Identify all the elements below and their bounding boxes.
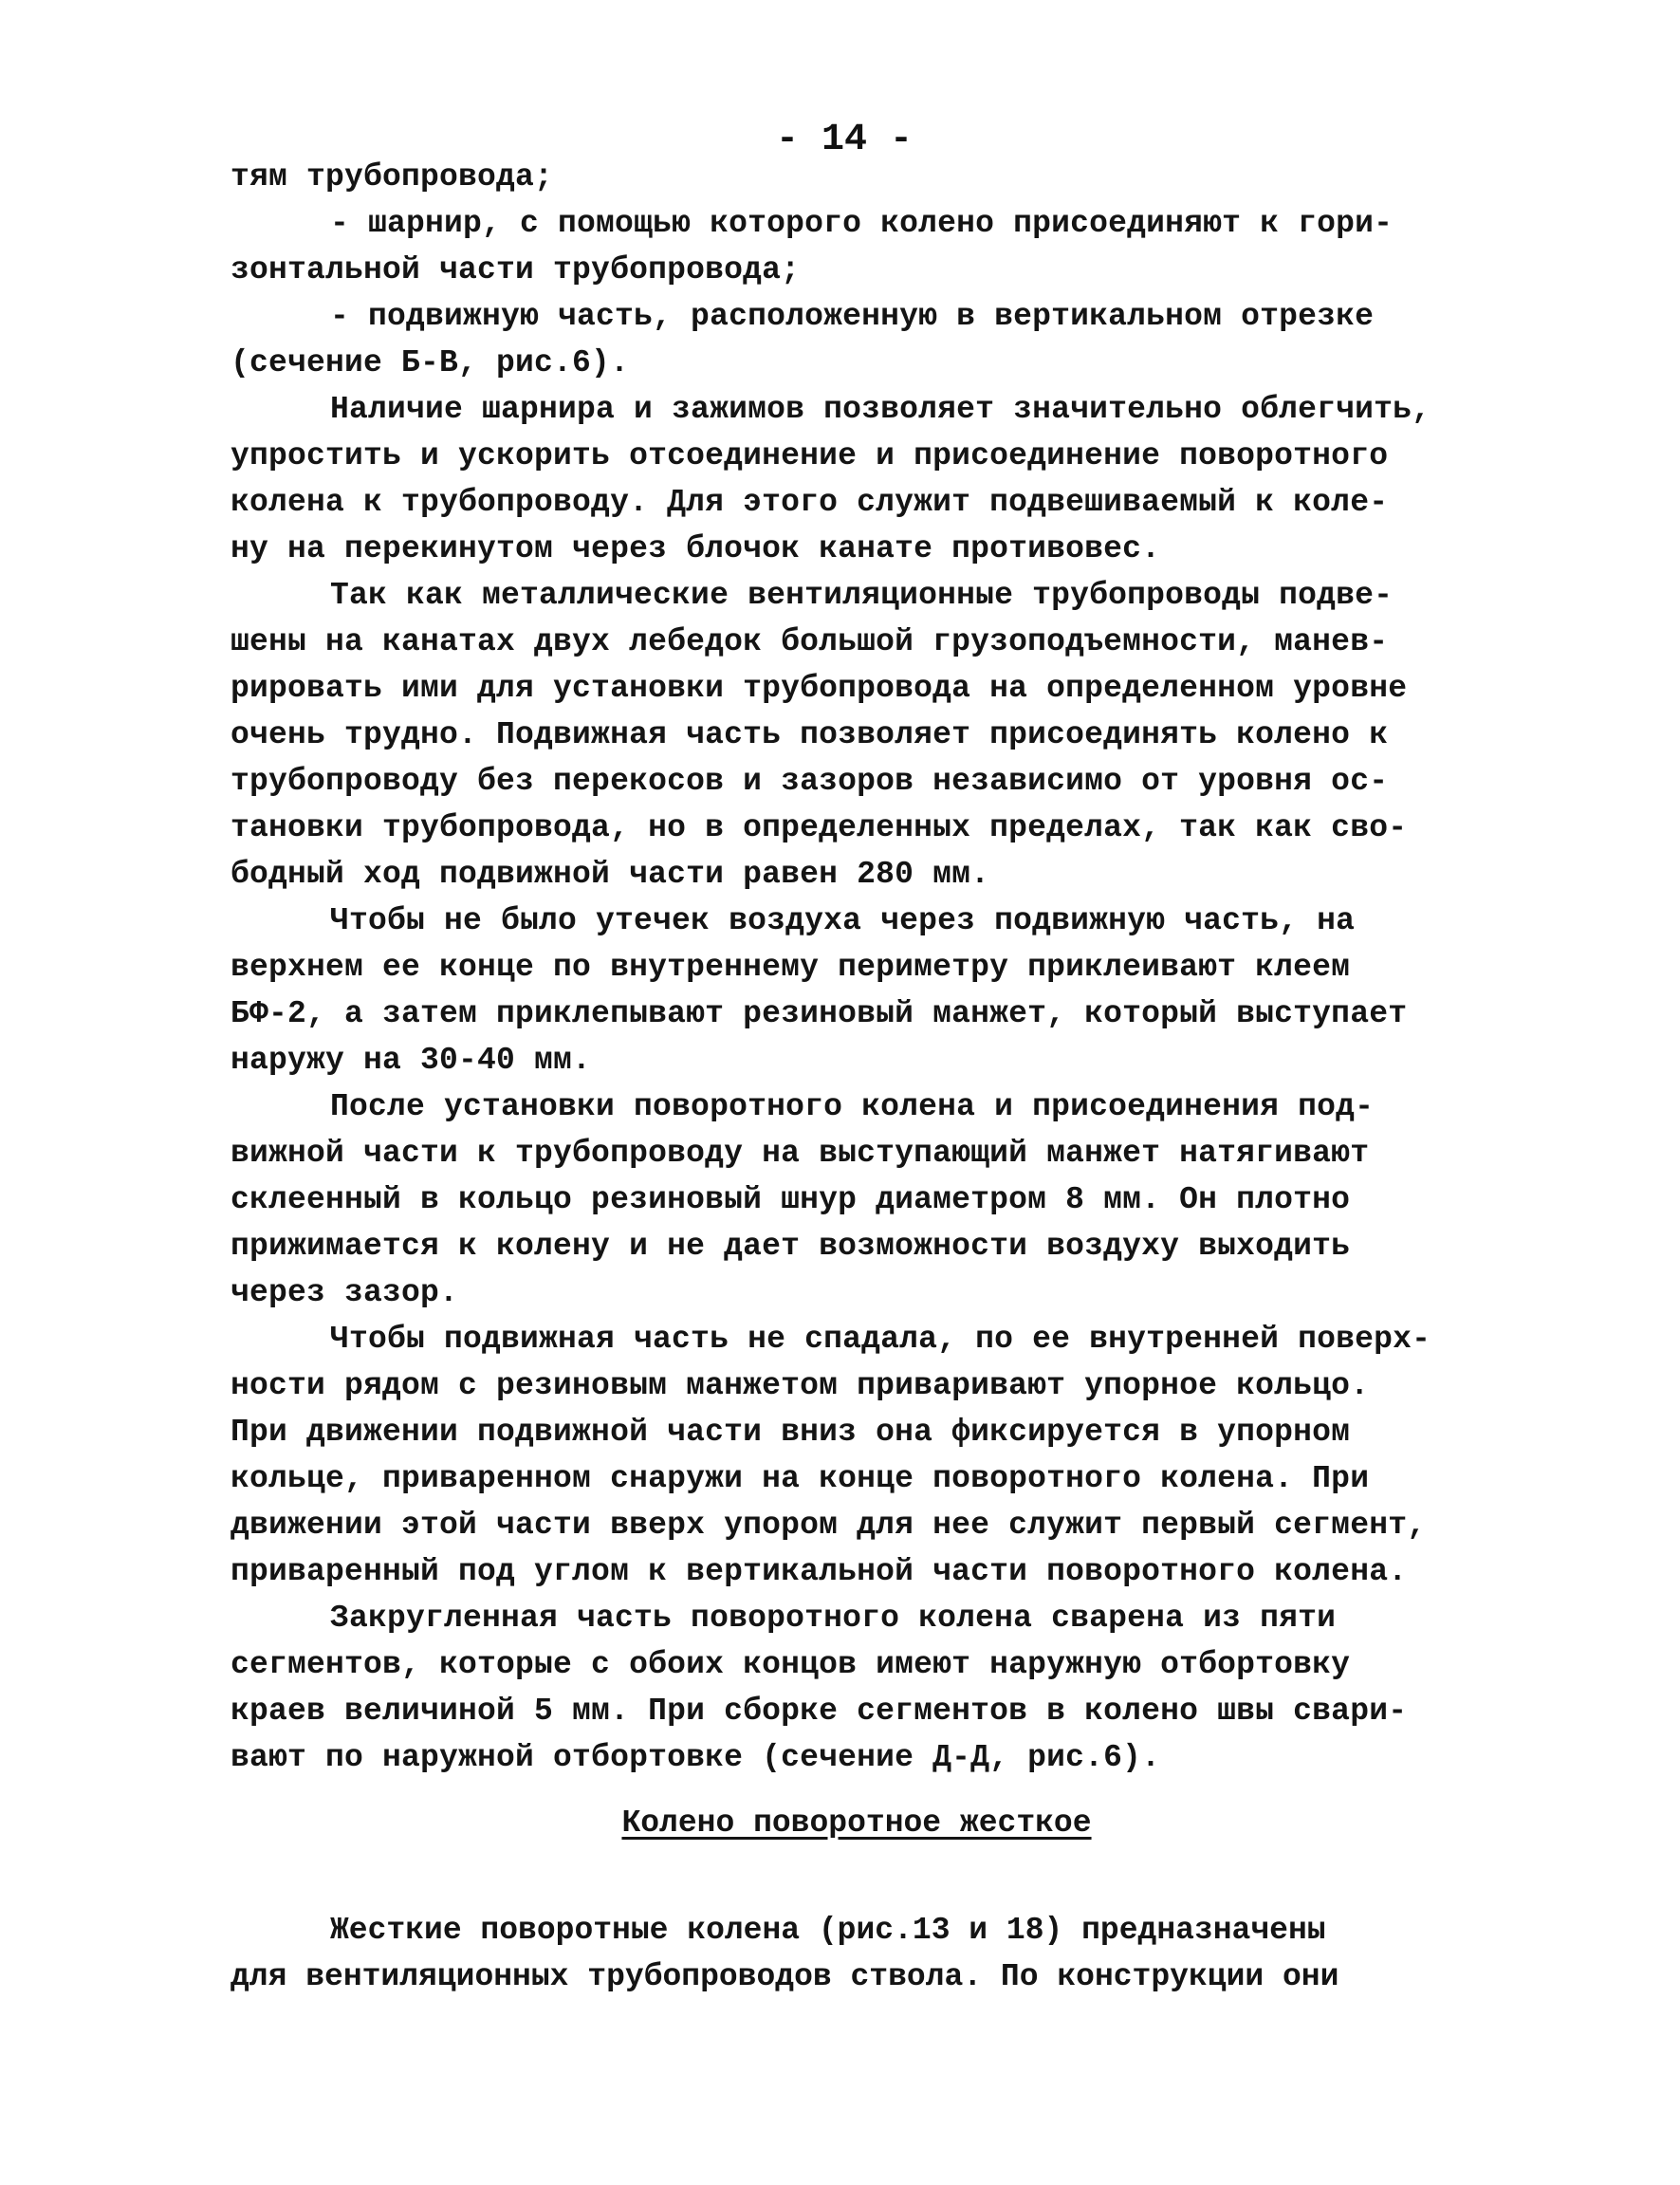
text-line: верхнем ее конце по внутреннему периметру приклеивают клеем bbox=[231, 950, 1351, 985]
text-line: прижимается к колену и не дает возможности воздуху выходить bbox=[231, 1229, 1351, 1264]
text-line: - подвижную часть, расположенную в вертикальном отрезке bbox=[330, 299, 1375, 334]
paragraph-start-line: Так как металлические вентиляционные трубопроводы подве- bbox=[330, 578, 1394, 613]
text-line: склеенный в кольцо резиновый шнур диаметром 8 мм. Он плотно bbox=[231, 1182, 1351, 1217]
text-line: наружу на 30-40 мм. bbox=[231, 1043, 592, 1078]
section-heading: Колено поворотное жесткое bbox=[621, 1805, 1092, 1841]
text-line: При движении подвижной части вниз она фиксируется в упорном bbox=[231, 1415, 1351, 1450]
paragraph-start-line: Чтобы не было утечек воздуха через подвижную часть, на bbox=[330, 903, 1356, 938]
text-line: приваренный под углом к вертикальной части поворотного колена. bbox=[231, 1554, 1408, 1589]
paragraph-start-line: Наличие шарнира и зажимов позволяет значительно облегчить, bbox=[330, 392, 1431, 427]
text-line: сегментов, которые с обоих концов имеют наружную отбортовку bbox=[231, 1647, 1351, 1682]
text-line: краев величиной 5 мм. При сборке сегментов в колено швы свари- bbox=[231, 1694, 1408, 1729]
text-line: ну на перекинутом через блочок канате противовес. bbox=[231, 531, 1161, 566]
text-line: ности рядом с резиновым манжетом приваривают упорное кольцо. bbox=[231, 1368, 1370, 1403]
text-line: - шарнир, с помощью которого колено присоединяют к гори- bbox=[330, 206, 1394, 241]
text-line: вижной части к трубопроводу на выступающий манжет натягивают bbox=[231, 1136, 1370, 1171]
text-line: через зазор. bbox=[231, 1275, 459, 1310]
text-line: кольце, приваренном снаружи на конце поворотного колена. При bbox=[231, 1461, 1370, 1496]
text-line: (сечение Б-В, рис.6). bbox=[231, 345, 630, 380]
text-line: рировать ими для установки трубопровода на определенном уровне bbox=[231, 671, 1408, 706]
paragraph-start-line: После установки поворотного колена и присоединения под- bbox=[330, 1089, 1375, 1124]
text-line: бодный ход подвижной части равен 280 мм. bbox=[231, 857, 990, 892]
page-number: - 14 - bbox=[775, 119, 914, 161]
text-line: очень трудно. Подвижная часть позволяет присоединять колено к bbox=[231, 717, 1389, 752]
text-line: вают по наружной отбортовке (сечение Д-Д, рис.6). bbox=[231, 1740, 1161, 1775]
text-line: тановки трубопровода, но в определенных пределах, так как сво- bbox=[231, 810, 1408, 845]
text-line: движении этой части вверх упором для нее служит первый сегмент, bbox=[231, 1508, 1427, 1543]
paragraph-start-line: Жесткие поворотные колена (рис.13 и 18) предназначены bbox=[330, 1913, 1326, 1948]
paragraph-start-line: Закругленная часть поворотного колена сварена из пяти bbox=[330, 1601, 1337, 1636]
text-line: для вентиляционных трубопроводов ствола. По конструкции они bbox=[231, 1959, 1339, 1994]
paragraph-start-line: Чтобы подвижная часть не спадала, по ее внутренней поверх- bbox=[330, 1322, 1431, 1357]
text-line: зонтальной части трубопровода; bbox=[231, 252, 801, 287]
text-line: упростить и ускорить отсоединение и присоединение поворотного bbox=[231, 438, 1389, 473]
lower-body-text bbox=[231, 1907, 1483, 2000]
text-line: тям трубопровода; bbox=[231, 159, 554, 194]
text-line: колена к трубопроводу. Для этого служит подвешиваемый к коле- bbox=[231, 485, 1389, 520]
text-line: трубопроводу без перекосов и зазоров независимо от уровня ос- bbox=[231, 764, 1389, 799]
body-text bbox=[231, 154, 1483, 1781]
text-line: БФ-2, а затем приклепывают резиновый манжет, который выступает bbox=[231, 996, 1408, 1031]
text-line: шены на канатах двух лебедок большой грузоподъемности, манев- bbox=[231, 624, 1389, 659]
